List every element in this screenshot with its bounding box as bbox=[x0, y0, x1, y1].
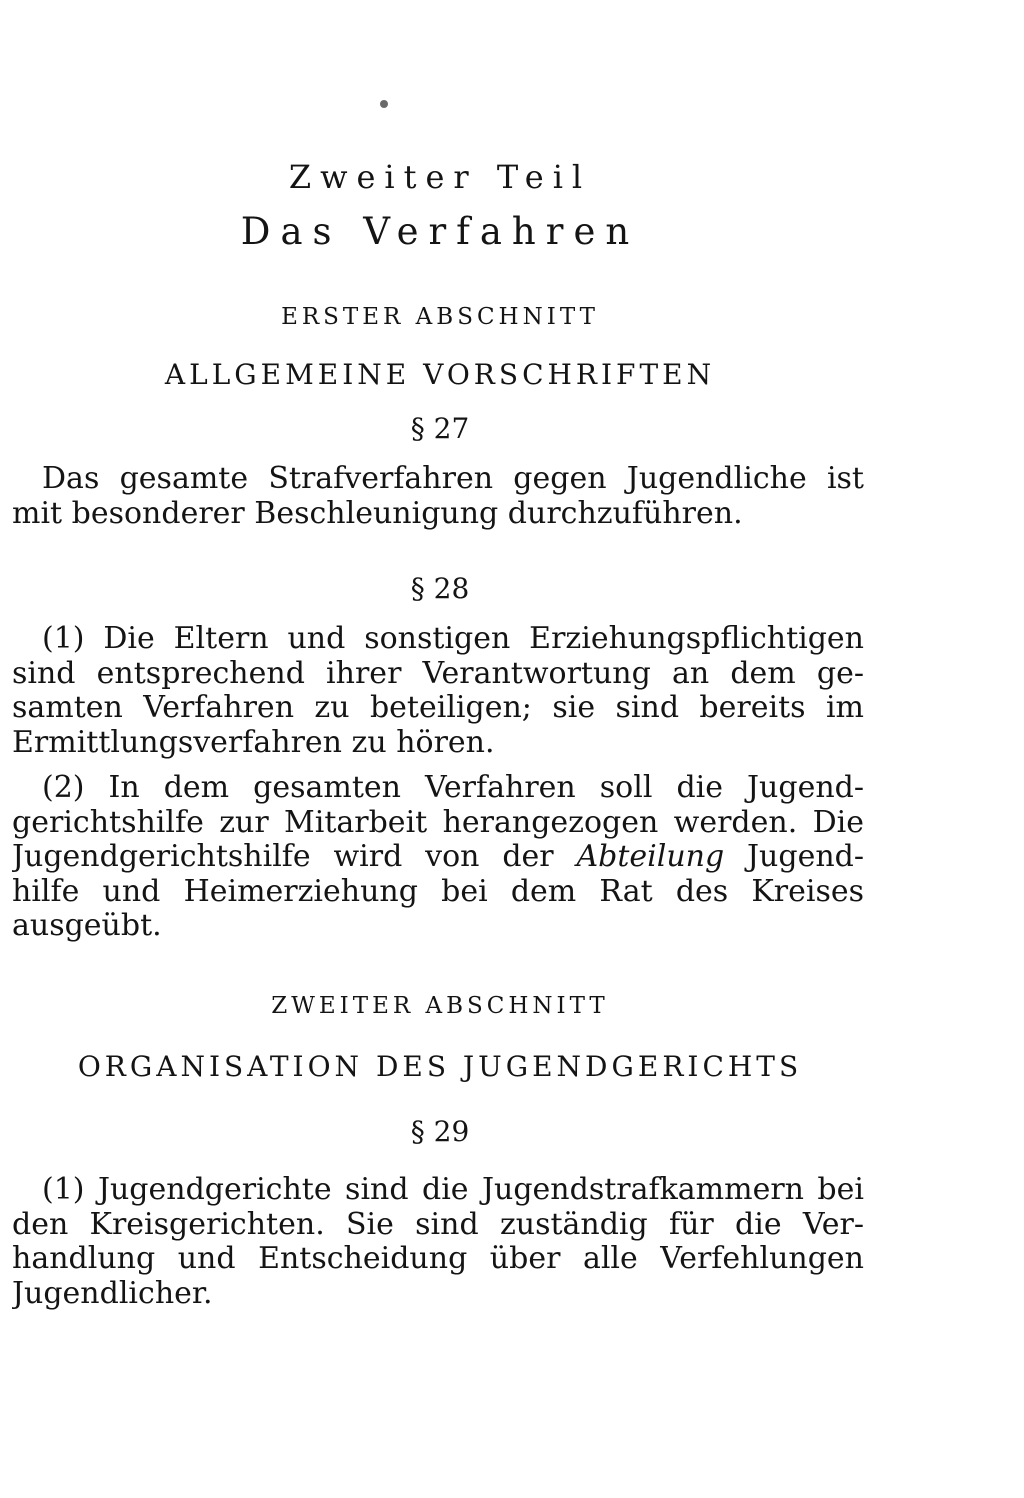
emphasis-text: Abteilung bbox=[576, 840, 725, 874]
text-fragment: Jugendgerichtshilfe wird von der bbox=[12, 840, 554, 874]
text-fragment: Jugend- bbox=[747, 840, 864, 874]
section-label: ZWEITER ABSCHNITT bbox=[271, 993, 609, 1019]
ornament-dot-icon bbox=[380, 100, 388, 108]
text-line: sind entsprechend ihrer Verantwortung an dem ge- bbox=[12, 656, 864, 691]
text-line: (1) Jugendgerichte sind die Jugendstrafkammern bei bbox=[42, 1173, 864, 1207]
text-line: ausgeübt. bbox=[12, 909, 162, 943]
paragraph-text bbox=[12, 462, 864, 531]
part-title: Zweiter Teil bbox=[288, 158, 592, 196]
paragraph-text bbox=[12, 771, 864, 944]
paragraph-number: § 29 bbox=[410, 1115, 470, 1148]
text-line: (2) In dem gesamten Verfahren soll die Jugend- bbox=[42, 771, 864, 805]
text-line: mit besonderer Beschleunigung durchzuführen. bbox=[12, 496, 743, 531]
text-line: handlung und Entscheidung über alle Verfehlungen bbox=[12, 1242, 864, 1276]
text-line bbox=[12, 840, 864, 875]
text-line: (1) Die Eltern und sonstigen Erziehungspflichtigen bbox=[42, 622, 864, 656]
section-title: ALLGEMEINE VORSCHRIFTEN bbox=[164, 358, 716, 391]
text-line: den Kreisgerichten. Sie sind zuständig für die Ver- bbox=[12, 1207, 864, 1242]
text-line: gerichtshilfe zur Mitarbeit herangezogen werden. Die bbox=[12, 805, 864, 840]
text-line: Jugendlicher. bbox=[12, 1276, 213, 1311]
text-line: Das gesamte Strafverfahren gegen Jugendliche ist bbox=[42, 462, 864, 496]
paragraph-text bbox=[12, 622, 864, 760]
text-line: samten Verfahren zu beteiligen; sie sind bereits im bbox=[12, 691, 864, 725]
paragraph-number: § 28 bbox=[410, 572, 470, 605]
section-label: ERSTER ABSCHNITT bbox=[281, 304, 599, 330]
section-title: ORGANISATION DES JUGENDGERICHTS bbox=[77, 1050, 803, 1083]
paragraph-number: § 27 bbox=[410, 412, 470, 445]
part-subtitle: Das Verfahren bbox=[240, 210, 640, 253]
paragraph-text bbox=[12, 1173, 864, 1311]
text-line: Ermittlungsverfahren zu hören. bbox=[12, 725, 495, 760]
text-line: hilfe und Heimerziehung bei dem Rat des Kreises bbox=[12, 874, 864, 909]
